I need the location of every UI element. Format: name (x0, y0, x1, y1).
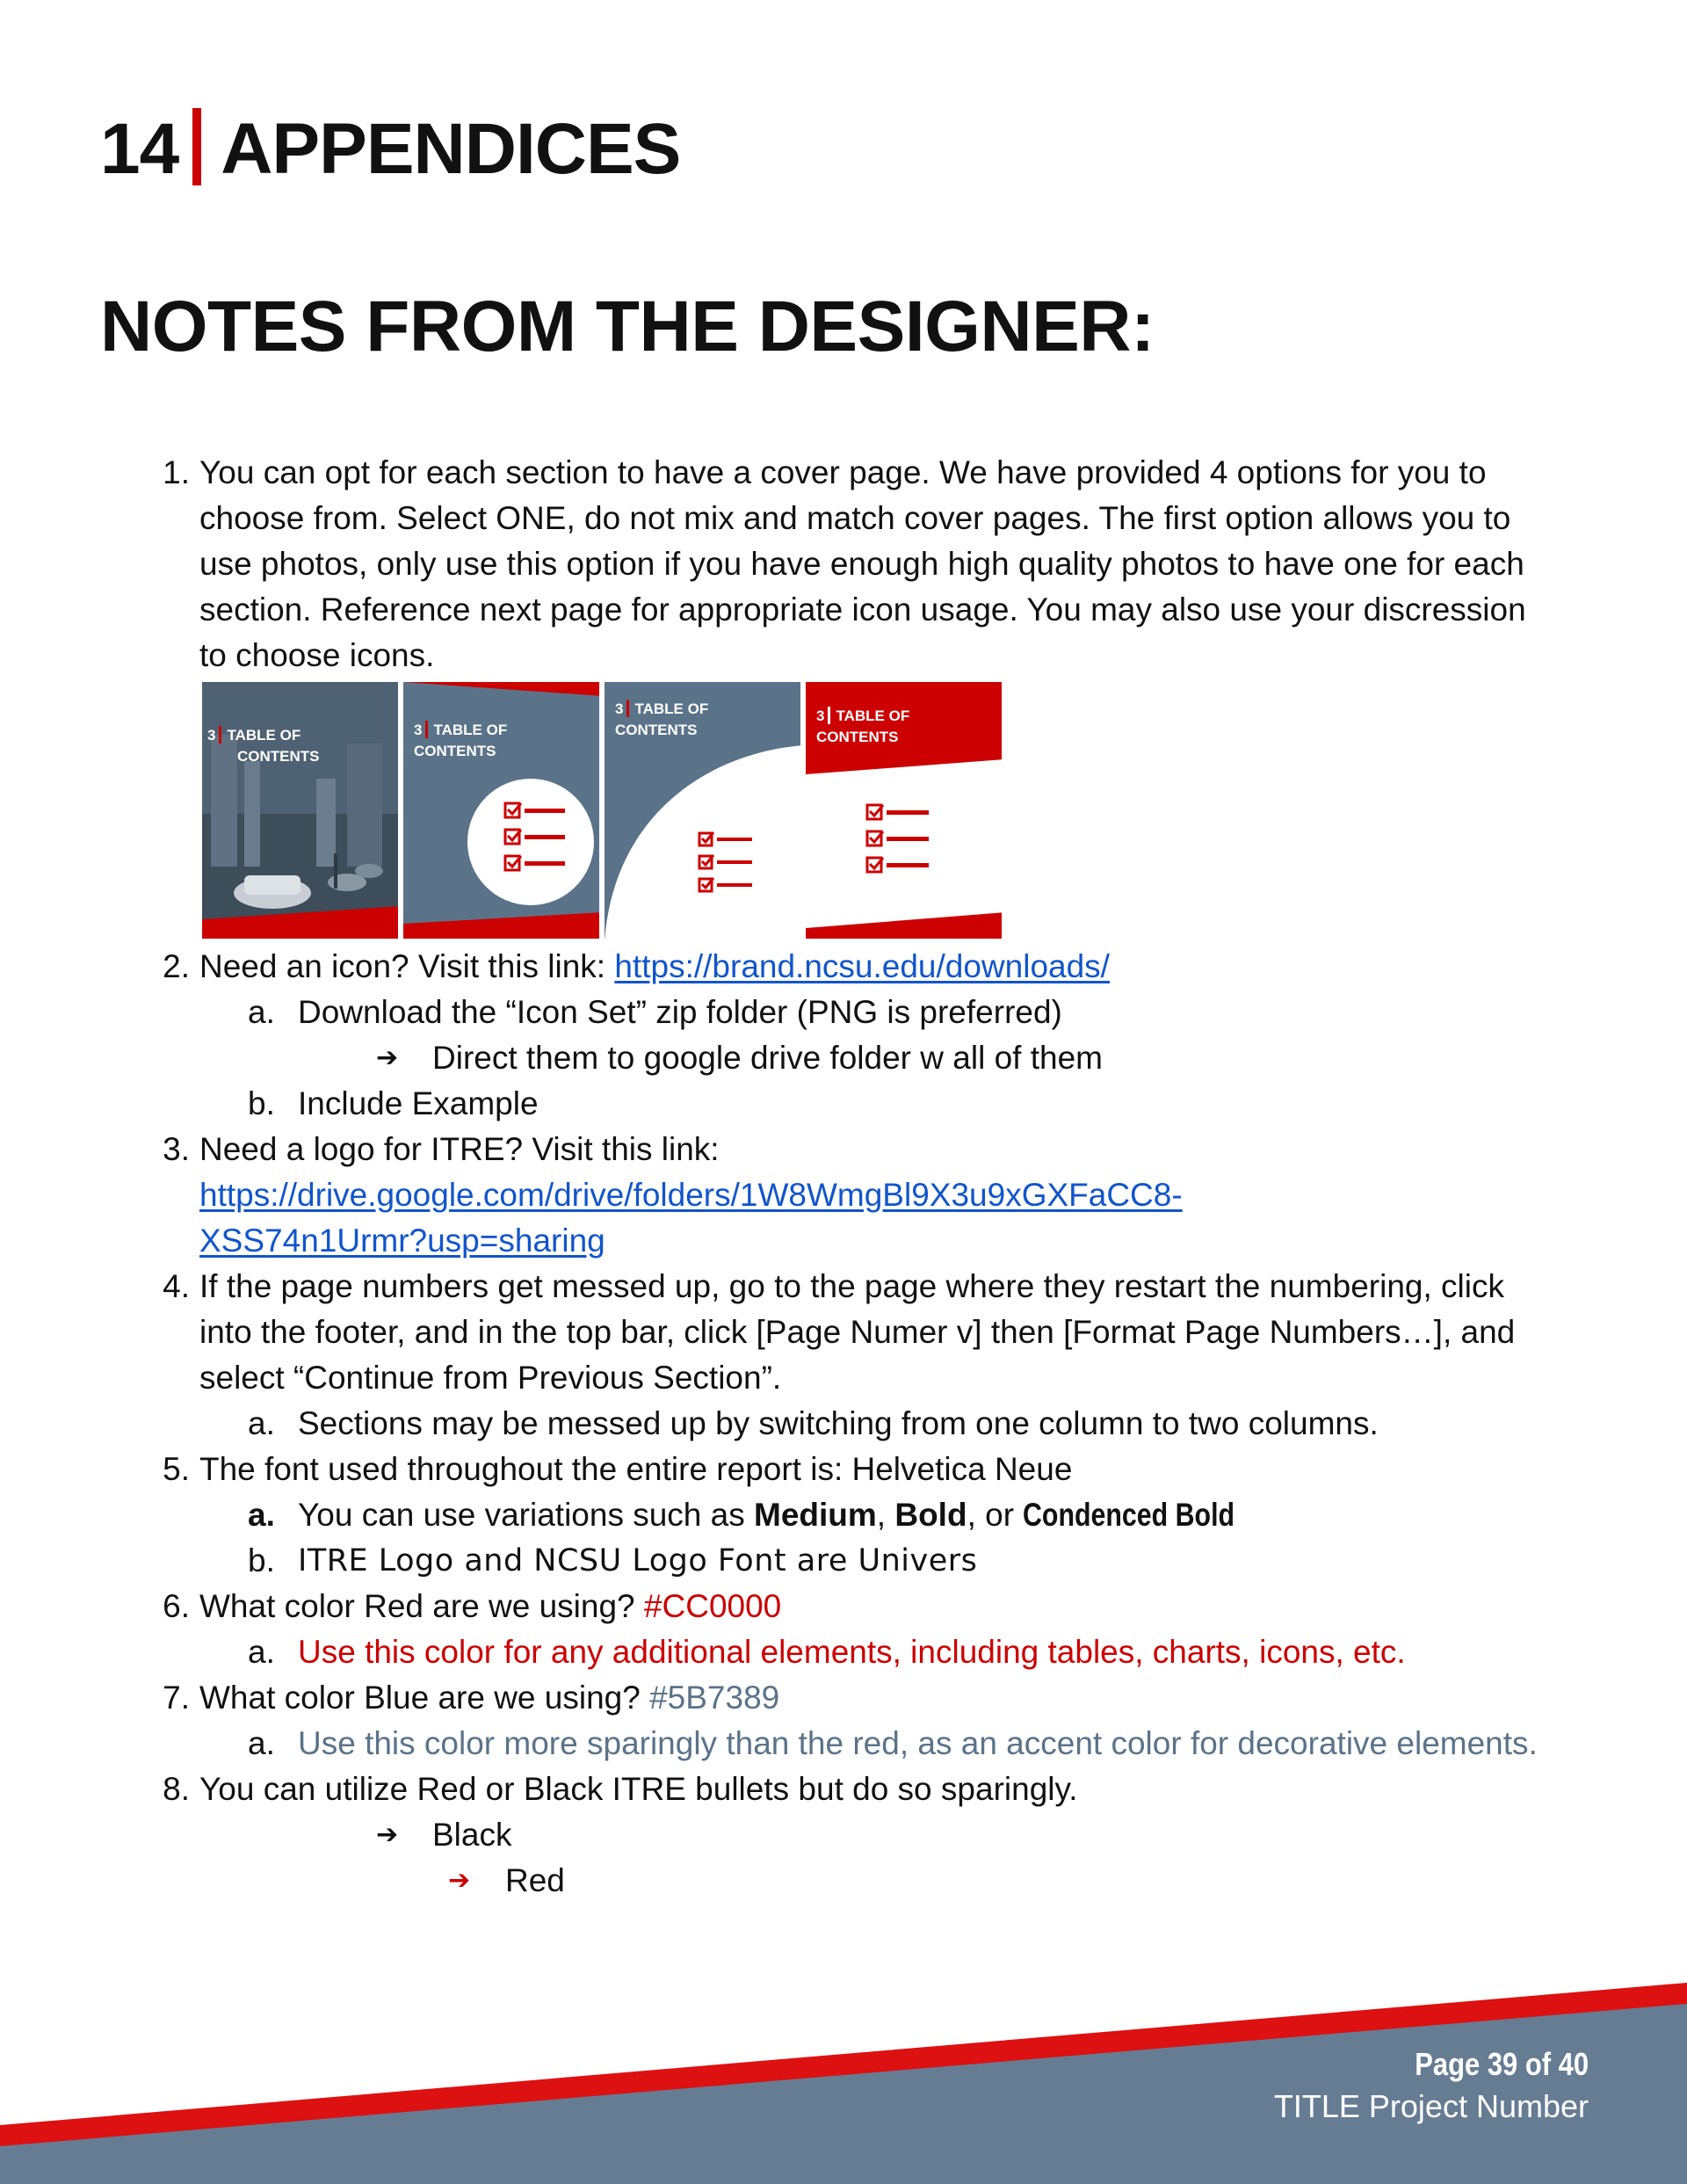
item-3-text: Need a logo for ITRE? Visit this link: (199, 1131, 720, 1167)
footer-page-number: Page 39 of 40 (1415, 2046, 1589, 2082)
item-4a-text: Sections may be messed up by switching from one column to two columns. (298, 1405, 1379, 1441)
item-2b-text: Include Example (298, 1085, 539, 1121)
thumb-3-title: 3 TABLE OF (615, 700, 709, 717)
item-6a-label: a. (248, 1634, 275, 1670)
red-divider-bar (192, 108, 201, 185)
item-4-line-3: select “Continue from Previous Section”. (199, 1360, 782, 1396)
notes-heading: NOTES FROM THE DESIGNER: (100, 287, 1155, 366)
item-1-line-4: section. Reference next page for appropriate icon usage. You may also use your discression (199, 591, 1526, 628)
item-1-line-2: choose from. Select ONE, do not mix and match cover pages. The first option allows you to (199, 500, 1511, 536)
blue-color-code: #5B7389 (649, 1680, 780, 1716)
arrow-bullet-icon: ➔ (376, 1043, 399, 1072)
thumb-4-title: 3 TABLE OF (816, 707, 910, 724)
item-2a-bullet-text: Direct them to google drive folder w all of them (432, 1040, 1103, 1076)
item-6-text: What color Red are we using? #CC0000 (199, 1588, 782, 1624)
thumb-2-title-2: CONTENTS (414, 743, 496, 759)
thumb-3-title-2: CONTENTS (615, 722, 698, 738)
item-5a-text: You can use variations such as Medium, Bold, or Condenced Bold (298, 1497, 1235, 1533)
cover-option-curve (603, 680, 802, 940)
brand-downloads-link[interactable]: https://brand.ncsu.edu/downloads/ (614, 948, 1110, 984)
thumb-4-title-2: CONTENTS (816, 729, 899, 745)
item-2-number: 2. (163, 948, 190, 984)
item-7-text: What color Blue are we using? #5B7389 (199, 1680, 780, 1716)
item-1-number: 1. (163, 454, 190, 490)
footer-title: TITLE Project Number (1273, 2088, 1589, 2124)
item-7-number: 7. (163, 1680, 190, 1716)
item-7a-text: Use this color more sparingly than the red, as an accent color for decorative elements. (298, 1725, 1538, 1761)
drive-logo-link-line-2[interactable]: XSS74n1Urmr?usp=sharing (199, 1223, 605, 1259)
item-2-text: Need an icon? Visit this link: https://brand.ncsu.edu/downloads/ (199, 948, 1110, 984)
item-3-number: 3. (163, 1131, 190, 1167)
red-arrow-bullet-icon: ➔ (448, 1866, 471, 1895)
item-8-bullet-black: Black (432, 1817, 512, 1853)
item-4a-label: a. (248, 1405, 275, 1441)
item-5-number: 5. (163, 1451, 190, 1487)
red-color-code: #CC0000 (643, 1588, 782, 1624)
item-5b-label: b. (248, 1542, 275, 1578)
item-8-number: 8. (163, 1771, 190, 1807)
item-4-number: 4. (163, 1268, 190, 1304)
item-2a-label: a. (248, 994, 275, 1030)
section-title: APPENDICES (221, 109, 681, 189)
drive-logo-link-line-1[interactable]: https://drive.google.com/drive/folders/1W8WmgBl9X3u9xGXFaCC8- (199, 1177, 1183, 1213)
item-1-line-3: use photos, only use this option if you have enough high quality photos to have one for each (199, 546, 1524, 582)
item-6-number: 6. (163, 1588, 190, 1624)
item-2a-text: Download the “Icon Set” zip folder (PNG is preferred) (298, 994, 1062, 1030)
item-5a-label: a. (248, 1497, 275, 1533)
item-2b-label: b. (248, 1085, 275, 1121)
item-7a-label: a. (248, 1725, 275, 1761)
item-4-line-2: into the footer, and in the top bar, click [Page Numer v] then [Format Page Numbers…], and (199, 1314, 1516, 1350)
thumb-1-title: 3 TABLE OF (207, 727, 301, 744)
thumb-1-title-2: CONTENTS (237, 748, 320, 765)
thumb-2-title: 3 TABLE OF (414, 722, 508, 738)
item-5-text: The font used throughout the entire report is: Helvetica Neue (199, 1451, 1073, 1487)
cover-option-photo (200, 680, 400, 940)
section-number: 14 (100, 109, 179, 189)
cover-page-options (200, 680, 1007, 940)
item-8-text: You can utilize Red or Black ITRE bullets but do so sparingly. (199, 1771, 1078, 1807)
section-heading (100, 105, 680, 193)
item-1-line-1: You can opt for each section to have a cover page. We have provided 4 options for you to (199, 454, 1487, 490)
item-1-line-5: to choose icons. (199, 637, 435, 673)
black-arrow-bullet-icon: ➔ (376, 1820, 399, 1849)
cover-option-red (804, 680, 1003, 940)
item-6a-text: Use this color for any additional elements, including tables, charts, icons, etc. (298, 1634, 1406, 1670)
item-4-line-1: If the page numbers get messed up, go to the page where they restart the numbering, click (199, 1268, 1504, 1304)
item-8-bullet-red: Red (505, 1862, 565, 1898)
item-5b-text: ITRE Logo and NCSU Logo Font are Univers (298, 1543, 978, 1578)
cover-option-circle (402, 680, 601, 940)
